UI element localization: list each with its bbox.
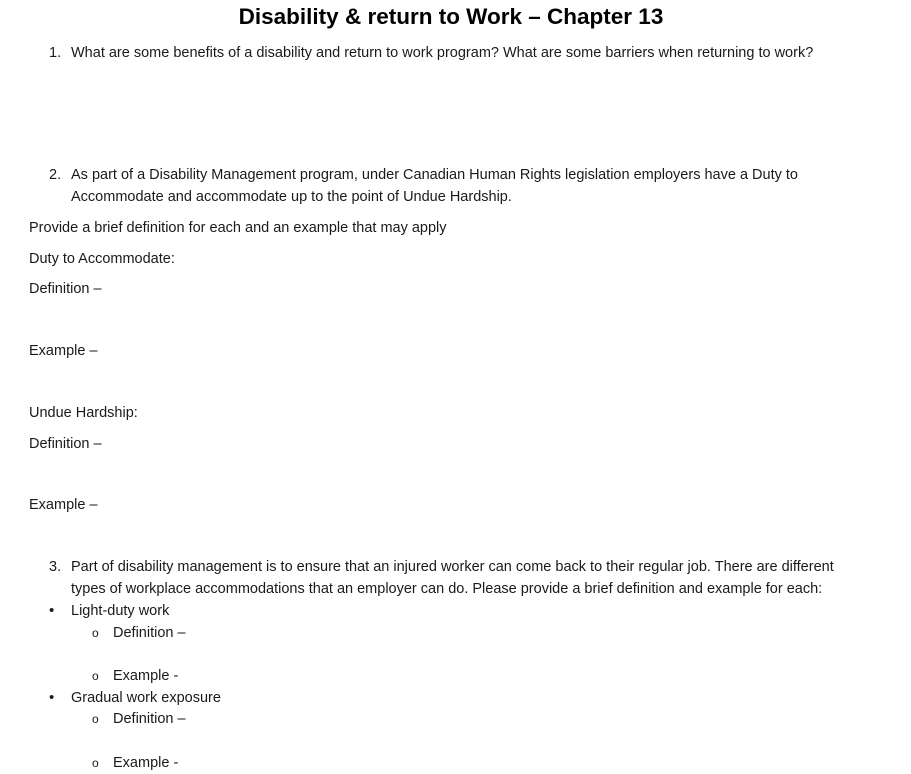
question-number: 2. [49, 167, 62, 183]
instruction-text: Provide a brief definition for each and an example that may apply [29, 220, 447, 236]
bullet-icon: • [49, 689, 55, 706]
definition-label: Definition – [113, 625, 186, 641]
question-text-line-2: types of workplace accommodations that an employer can do. Please provide a brief definition and example for each: [71, 581, 823, 597]
question-number: 1. [49, 45, 62, 61]
question-text: What are some benefits of a disability and return to work program? What are some barriers when returning to work? [71, 45, 814, 61]
question-text-line-1: As part of a Disability Management program, under Canadian Human Rights legislation employers have a Duty to [71, 167, 798, 183]
question-text-line-2: Accommodate and accommodate up to the point of Undue Hardship. [71, 189, 512, 205]
hardship-heading: Undue Hardship: [29, 405, 138, 421]
accommodation-label: Light-duty work [71, 603, 170, 619]
question-text-line-1: Part of disability management is to ensure that an injured worker can come back to their regular job. There are different [71, 559, 834, 575]
hardship-example-label: Example – [29, 497, 98, 513]
circle-bullet-icon: o [92, 756, 99, 770]
duty-definition-label: Definition – [29, 281, 102, 297]
duty-example-label: Example – [29, 343, 98, 359]
circle-bullet-icon: o [92, 712, 99, 726]
accommodation-label: Gradual work exposure [71, 690, 221, 706]
bullet-icon: • [49, 602, 55, 619]
duty-heading: Duty to Accommodate: [29, 251, 175, 267]
circle-bullet-icon: o [92, 669, 99, 683]
definition-label: Definition – [113, 711, 186, 727]
hardship-definition-label: Definition – [29, 436, 102, 452]
example-label: Example - [113, 668, 179, 684]
example-label: Example - [113, 755, 179, 771]
question-number: 3. [49, 559, 62, 575]
page-title: Disability & return to Work – Chapter 13 [238, 4, 664, 29]
circle-bullet-icon: o [92, 626, 99, 640]
